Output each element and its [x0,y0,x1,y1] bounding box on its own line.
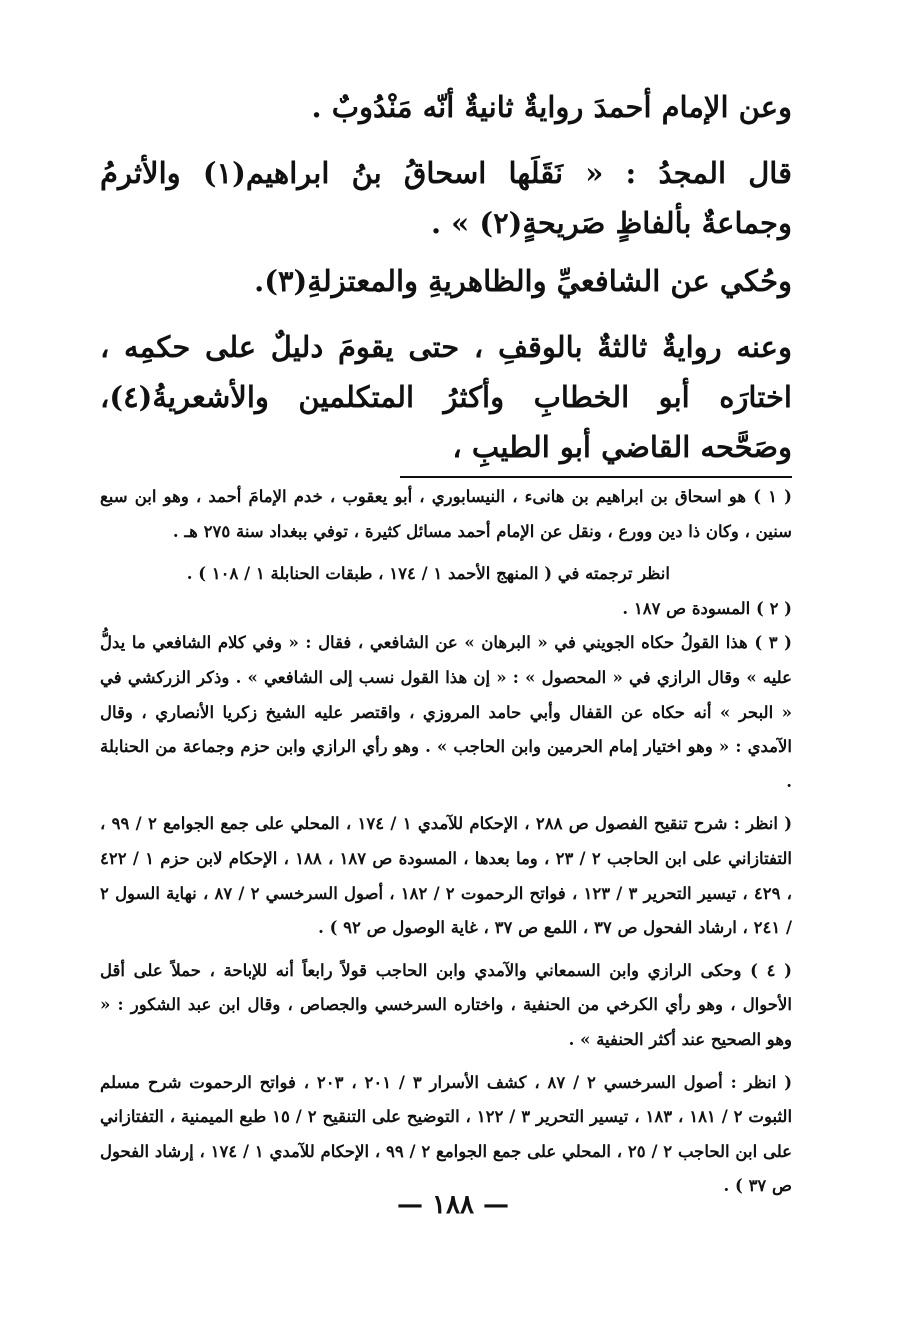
footnote-4-references: ( انظر : أصول السرخسي ٢ / ٨٧ ، كشف الأسرار ٣ / ٢٠١ ، ٢٠٣ ، فواتح الرحموت شرح مسلم الثبوت ٢ / ١٨١ ، ١٨٣ ، تيسير التحرير ٣ / ١٢٢ ، التوضيح على التنقيح ٢ / ١٥ طبع الميمنية ، التفتازاني على ابن الحاجب ٢ / ٢٥ ، المحلي على جمع الجوامع ٢ / ٩٩ ، الإحكام للآمدي ١ / ١٧٤ ، إرشاد الفحول ص ٣٧ ) . [100,1072,793,1196]
page-number: — ١٨٨ — [396,1190,510,1220]
footnote-divider [400,476,792,478]
main-paragraph-1: وعن الإمام أحمدَ روايةٌ ثانيةٌ أنّه مَنْدُوبٌ . [311,90,792,124]
footnote-1-reference: انظر ترجمته في ( المنهج الأحمد ١ / ١٧٤ ، طبقات الحنابلة ١ / ١٠٨ ) . [186,564,670,584]
main-paragraph-3: وحُكي عن الشافعيِّ والظاهريةِ والمعتزلةِ(٣). [254,264,792,298]
footnote-3: ( ٣ ) هذا القولُ حكاه الجويني في « البرهان » عن الشافعي ، فقال : « وفي كلام الشافعي ما يدلُّ عليه » وقال الرازي في « المحصول » : « إن هذا القول نسب إلى الشافعي » . وذكر الزركشي في « البحر » أنه حكاه عن القفال وأبي حامد المروزي ، واقتصر عليه الشيخ زكريا الأنصاري ، وقال الآمدي : « وهو اختيار إمام الحرمين وابن الحاجب » . وهو رأي الرازي وابن حزم وجماعة من الحنابلة . [100,633,792,791]
footnote-3-references: ( انظر : شرح تنقيح الفصول ص ٢٨٨ ، الإحكام للآمدي ١ / ١٧٤ ، المحلي على جمع الجوامع ٢ / ٩٩ ، التفتازاني على ابن الحاجب ٢ / ٢٣ ، وما بعدها ، المسودة ص ١٨٧ ، ١٨٨ ، الإحكام لابن حزم ١ / ٤٢٢ ، ٤٢٩ ، تيسير التحرير ٣ / ١٢٣ ، فواتح الرحموت ٢ / ١٨٢ ، أصول السرخسي ٢ / ٨٧ ، نهاية السول ٢ / ٢٤١ ، ارشاد الفحول ص ٣٧ ، اللمع ص ٣٧ ، غاية الوصول ص ٩٢ ) . [100,814,793,938]
main-text [100,82,792,472]
page-body [100,82,792,1204]
footnote-2: ( ٢ ) المسودة ص ١٨٧ . [622,598,792,618]
main-paragraph-2: قال المجدُ : « نَقَلَها اسحاقُ بنُ ابراهيم(١) والأثرمُ وجماعةٌ بألفاظٍ صَريحةٍ(٢) » . [100,156,792,240]
footnotes [100,480,792,1204]
footnote-1: ( ١ ) هو اسحاق بن ابراهيم بن هانىء ، النيسابوري ، أبو يعقوب ، خدم الإمامَ أحمد ، وهو ابن سبع سنين ، وكان ذا دين وورع ، ونقل عن الإمام أحمد مسائل كثيرة ، توفي ببغداد سنة ٢٧٥ هـ . [100,487,792,541]
main-paragraph-4: وعنه روايةٌ ثالثةٌ بالوقفِ ، حتى يقومَ دليلٌ على حكمِه ، اختارَه أبو الخطابِ وأكثرُ المتكلمين والأشعريةُ(٤)، وصَحَّحه القاضي أبو الطيبِ ، [100,330,792,464]
footnote-4: ( ٤ ) وحكى الرازي وابن السمعاني والآمدي وابن الحاجب قولاً رابعاً أنه للإباحة ، حملاً على أقل الأحوال ، وهو رأي الكرخي من الحنفية ، واختاره السرخسي والجصاص ، وقال ابن عبد الشكور : « وهو الصحيح عند أكثر الحنفية » . [100,960,792,1049]
